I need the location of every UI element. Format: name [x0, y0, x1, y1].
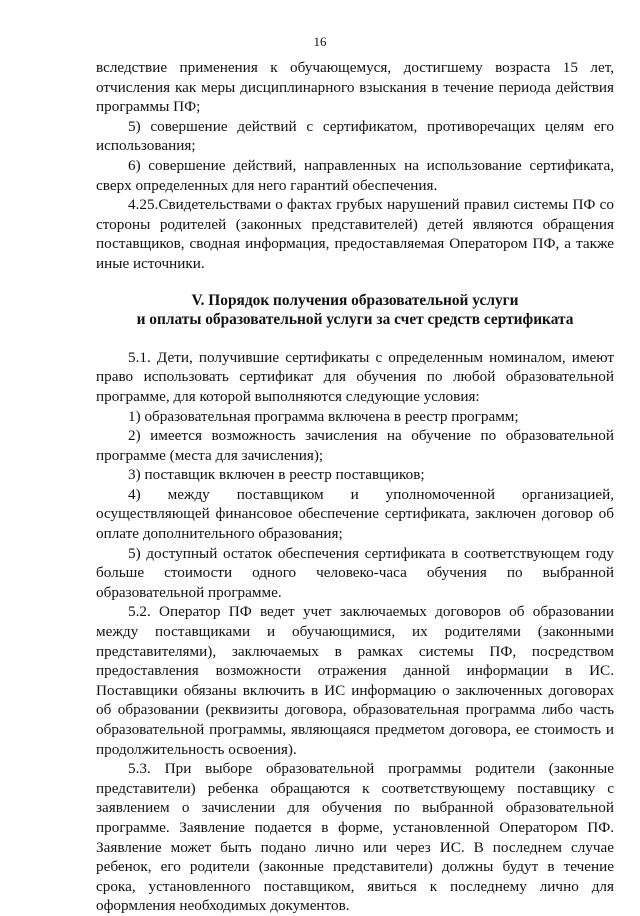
paragraph: 5.2. Оператор ПФ ведет учет заключаемых договоров об образовании между поставщиками и обучающимися, их родителями (законными представителями), заключаемых в рамках системы ПФ, посредством предоставления возможности отражения данной информации в ИС. Поставщики обязаны включить в ИС информацию о заключенных договорах об образовании (реквизиты договора, образовательная программа либо часть образовательной программы, являющаяся предметом договора, ее стоимость и продолжительность освоения). — [96, 603, 614, 758]
paragraph: 4.25.Свидетельствами о фактах грубых нарушений правил системы ПФ со стороны родителей (законных представителей) детей являются обращения поставщиков, сводная информация, предоставляемая Оператором ПФ, а также иные источники. — [96, 196, 614, 272]
paragraph: 4) между поставщиком и уполномоченной организацией, осуществляющей финансовое обеспечение сертификата, заключен договор об оплате дополнительного образования; — [96, 485, 614, 543]
paragraph: 1) образовательная программа включена в реестр программ; — [128, 407, 519, 425]
paragraph: вследствие применения к обучающемуся, достигшему возраста 15 лет, отчисления как меры дисциплинарного взыскания в течение периода действия программы ПФ; — [96, 59, 614, 116]
paragraphs-before-section — [96, 58, 614, 274]
section-heading — [96, 291, 614, 330]
page-number: 16 — [313, 34, 327, 49]
paragraph: 2) имеется возможность зачисления на обучение по образовательной программе (места для зачисления); — [96, 427, 614, 464]
paragraph: 3) поставщик включен в реестр поставщиков; — [128, 466, 425, 484]
section-title-line-1: V. Порядок получения образовательной услуги — [191, 291, 519, 309]
paragraph: 5.3. При выборе образовательной программы родители (законные представители) ребенка обращаются к соответствующему поставщику с заявлением о зачислении для обучения по выбранной образовательной программе. Заявление подается в форме, установленной Оператором ПФ. Заявление может быть подано лично или через ИС. В последнем случае ребенок, его родители (законные представители) должны будут в течение срока, установленного поставщиком, явиться к последнему лично для оформления необходимых документов. — [96, 760, 614, 915]
section-title-line-2: и оплаты образовательной услуги за счет средств сертификата — [136, 311, 574, 329]
page-content — [96, 58, 614, 916]
paragraph: 5) совершение действий с сертификатом, противоречащих целям его использования; — [96, 117, 614, 155]
paragraphs-after-section — [96, 348, 614, 916]
paragraph: 6) совершение действий, направленных на использование сертификата, сверх определенных для него гарантий обеспечения. — [96, 156, 614, 194]
paragraph: 5.1. Дети, получившие сертификаты с определенным номиналом, имеют право использовать сертификат для обучения по любой образовательной программе, для которой выполняются следующие условия: — [96, 348, 614, 405]
paragraph: 5) доступный остаток обеспечения сертификата в соответствующем году больше стоимости одного человеко-часа обучения по выбранной образовательной программе. — [96, 544, 614, 601]
